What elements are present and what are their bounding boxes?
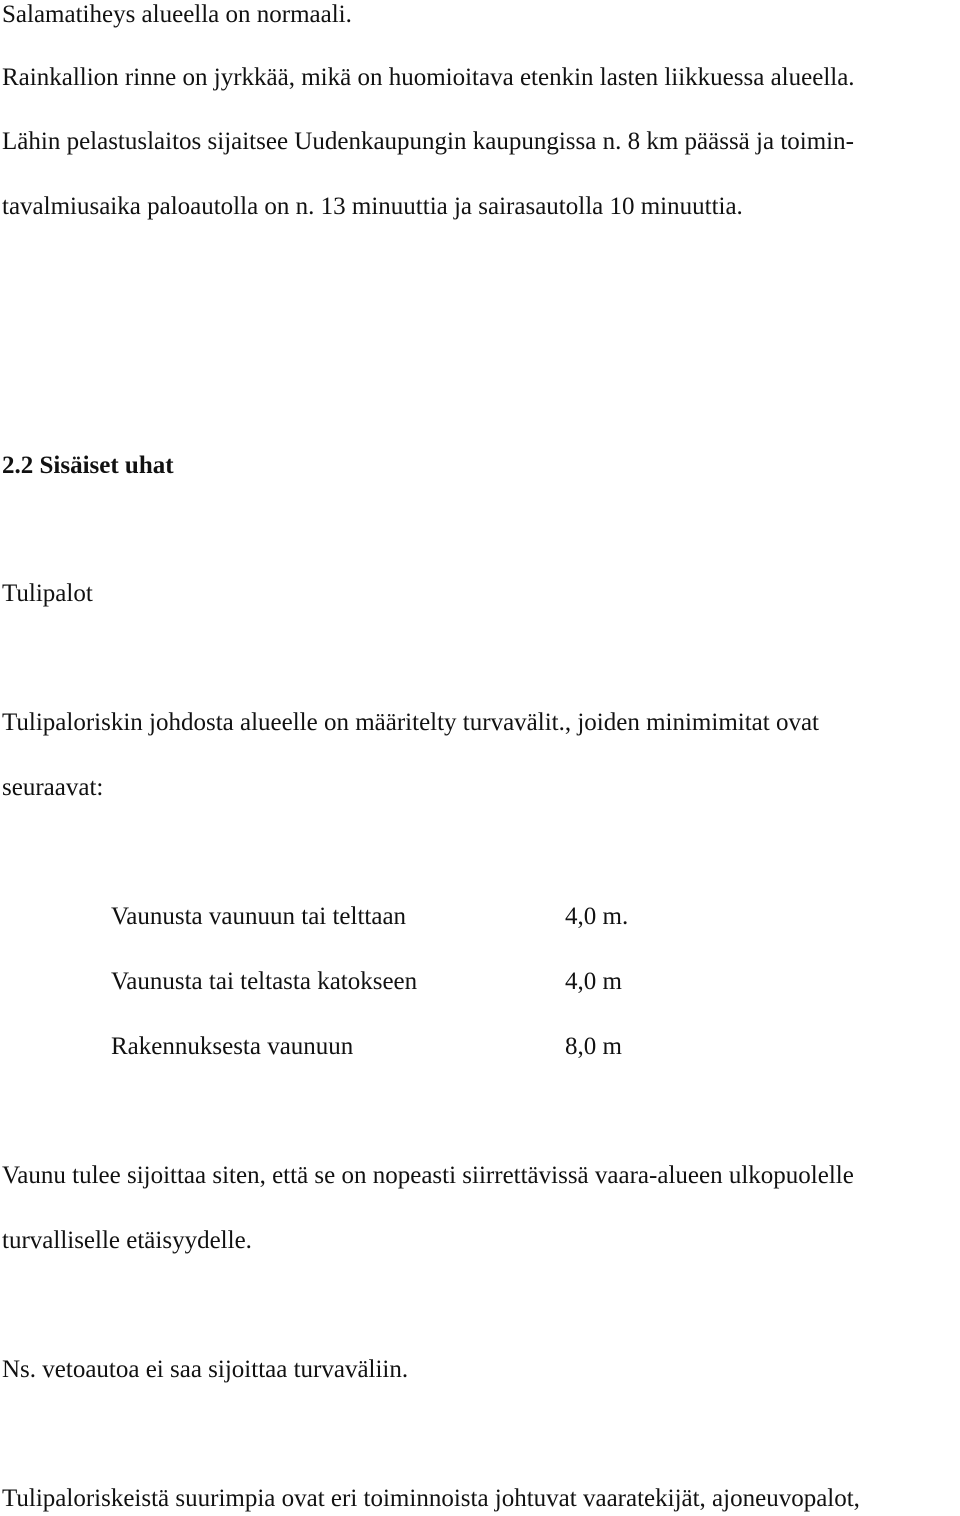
intro-line-1: Salamatiheys alueella on normaali. <box>2 1 352 28</box>
paragraph-2-line-2: turvalliselle etäisyydelle. <box>2 1227 252 1254</box>
section-subheading: Tulipalot <box>2 580 93 607</box>
paragraph-1-line-1: Tulipaloriskin johdosta alueelle on määritelty turvavälit., joiden minimimitat ovat <box>2 709 819 736</box>
paragraph-4-line-1: Tulipaloriskeistä suurimpia ovat eri toiminnoista johtuvat vaaratekijät, ajoneuvopalot, <box>2 1485 860 1512</box>
paragraph-3: Ns. vetoautoa ei saa sijoittaa turvaväliin. <box>2 1356 409 1383</box>
intro-line-4: tavalmiusaika paloautolla on n. 13 minuuttia ja sairasautolla 10 minuuttia. <box>2 193 743 220</box>
paragraph-2-line-1: Vaunu tulee sijoittaa siten, että se on nopeasti siirrettävissä vaara-alueen ulkopuolelle <box>2 1162 854 1189</box>
intro-line-2: Rainkallion rinne on jyrkkää, mikä on huomioitava etenkin lasten liikkuessa alueella. <box>2 64 855 91</box>
distance-label: Vaunusta tai teltasta katokseen <box>111 968 418 995</box>
distance-label: Vaunusta vaunuun tai telttaan <box>111 903 407 930</box>
intro-line-3: Lähin pelastuslaitos sijaitsee Uudenkaupungin kaupungissa n. 8 km päässä ja toimin- <box>2 128 854 155</box>
section-heading: 2.2 Sisäiset uhat <box>2 452 174 479</box>
distance-label: Rakennuksesta vaunuun <box>111 1033 354 1060</box>
paragraph-1-line-2: seuraavat: <box>2 774 104 801</box>
distance-value: 8,0 m <box>565 1033 622 1060</box>
distance-value: 4,0 m. <box>565 903 629 930</box>
distance-value: 4,0 m <box>565 968 622 995</box>
